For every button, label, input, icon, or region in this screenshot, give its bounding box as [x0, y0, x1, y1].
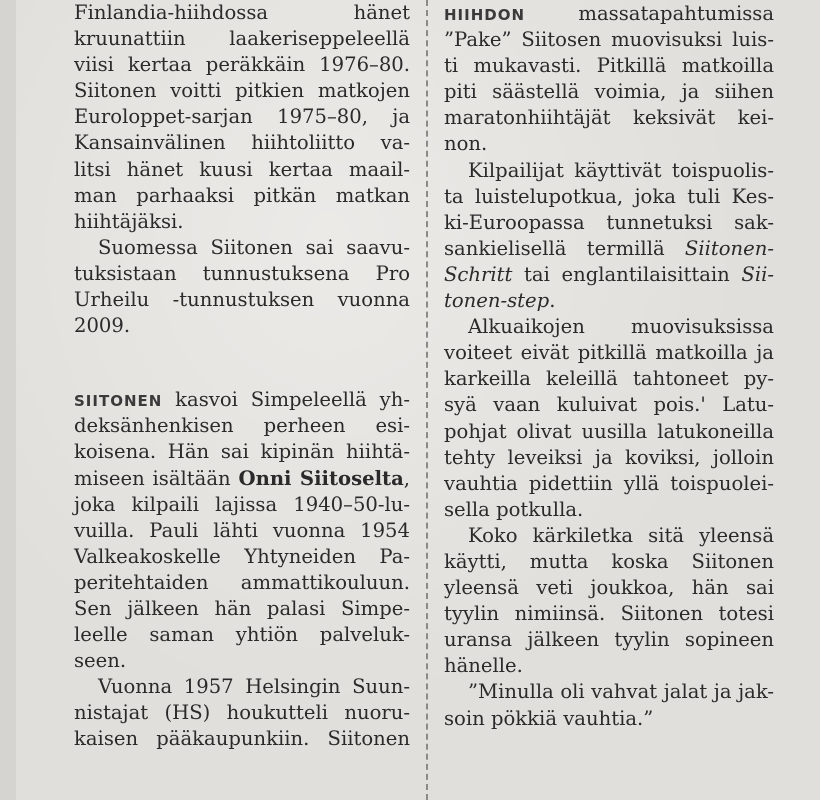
text-line: joka kilpaili lajissa 1940–50-lu- — [74, 492, 410, 516]
paragraph-quote — [444, 679, 774, 731]
text-line: pohjat olivat uusilla latukoneilla — [444, 419, 774, 443]
text-line: Sen jälkeen hän palasi Simpe- — [74, 596, 410, 620]
left-column — [74, 0, 410, 753]
right-column — [444, 1, 774, 732]
text-line: tuksistaan tunnustuksena Pro — [74, 261, 410, 285]
text-line: ki-Euroopassa tunnetuksi sak- — [444, 210, 774, 234]
text-line: Euroloppet-sarjan 1975–80, ja — [74, 105, 410, 129]
text-line: Suomessa Siitonen sai saavu- — [98, 235, 410, 259]
text-line: peritehtaiden ammattikouluun. — [74, 570, 410, 594]
text-line: maratonhiihtäjät keksivät kei- — [444, 106, 774, 130]
text-line: Alkuaikojen muovisuksissa — [468, 315, 774, 339]
text-line: voiteet eivät pitkillä matkoilla ja — [444, 341, 774, 365]
paragraph-hiihdon — [444, 1, 774, 158]
text-line: ”Pake” Siitosen muovisuksi luis- — [444, 28, 774, 52]
page-edge-strip — [0, 0, 16, 800]
italic-term: Schritt — [444, 262, 513, 286]
text-line: vuilla. Pauli lähti vuonna 1954 — [74, 518, 410, 542]
text-line: HIIHDON massatapahtumissa — [444, 2, 774, 25]
text-line: käytti, mutta koska Siitonen — [444, 549, 774, 573]
italic-term: tonen-step — [444, 289, 550, 313]
text-line: ta luistelupotkua, joka tuli Kes- — [444, 184, 774, 208]
text-line: ti mukavasti. Pitkillä matkoilla — [444, 54, 774, 78]
text-line: Valkeakoskelle Yhtyneiden Pa- — [74, 544, 410, 568]
paragraph-simpele — [74, 387, 410, 674]
paragraph-pro-urheilu — [74, 235, 410, 339]
text-line: kaisen pääkaupunkiin. Siitonen — [74, 727, 410, 751]
text-line: Urheilu -tunnustuksen vuonna — [74, 288, 410, 312]
text-line: hiihtäjäksi. — [74, 209, 184, 233]
text-line: sella potkulla. — [444, 497, 584, 521]
text-line: Schritt tai englantilaisittain Sii- — [444, 262, 774, 286]
paragraph-finlandia — [74, 0, 410, 235]
text-line: soin pökkiä vauhtia.” — [444, 706, 654, 730]
text-line: sankielisellä termillä Siitonen- — [444, 236, 774, 260]
column-divider — [426, 0, 428, 800]
text-line: Kansainvälinen hiihtoliitto va- — [74, 131, 410, 155]
text-line: miseen isältään Onni Siitoselta, — [74, 466, 411, 490]
text-line: Koko kärkiletka sitä yleensä — [468, 523, 774, 547]
text-line: leelle saman yhtiön palveluk- — [74, 623, 410, 647]
text-line: tonen-step. — [444, 289, 556, 313]
text-line: yleensä veti joukkoa, hän sai — [444, 576, 774, 600]
text-line: nistajat (HS) houkutteli nuoru- — [74, 701, 410, 725]
section-lead-word: HIIHDON — [444, 6, 526, 24]
italic-term: Sii- — [741, 262, 774, 286]
text-line: ”Minulla oli vahvat jalat ja jak- — [468, 680, 774, 704]
text-line: non. — [444, 132, 488, 156]
text-line: Kilpailijat käyttivät toispuolis- — [468, 158, 774, 182]
text-line: SIITONEN kasvoi Simpeleellä yh- — [74, 388, 410, 412]
text-line: syä vaan kuluivat pois.' Latu- — [444, 393, 774, 417]
text-line: hänelle. — [444, 654, 523, 678]
bold-name: Onni Siitoselta — [238, 466, 404, 490]
text-line: koisena. Hän sai kipinän hiihtä- — [74, 440, 410, 464]
text-line: vauhtia pidettiin yllä toispuolei- — [444, 471, 774, 495]
text-line: tehty leveiksi ja koviksi, jolloin — [444, 445, 774, 469]
text-line: seen. — [74, 649, 127, 673]
paragraph-karkiletka — [444, 523, 774, 680]
section-lead-word: SIITONEN — [74, 392, 163, 411]
text-line: 2009. — [74, 314, 131, 338]
text-line: deksänhenkisen perheen esi- — [74, 414, 410, 438]
text-line: kruunattiin laakeriseppeleellä — [74, 27, 410, 51]
text-line: man parhaaksi pitkän matkan — [74, 183, 410, 207]
text-line: tyylin nimiinsä. Siitonen totesi — [444, 602, 774, 626]
italic-term: Siitonen- — [684, 236, 774, 260]
text-line: karkeilla keleillä tahtoneet py- — [444, 367, 774, 391]
text-line: Finlandia-hiihdossa hänet — [74, 1, 410, 24]
text-line: uransa jälkeen tyylin sopineen — [444, 628, 774, 652]
paragraph-luistelupotku — [444, 158, 774, 315]
text-line: Vuonna 1957 Helsingin Suun- — [98, 675, 410, 699]
text-line: viisi kertaa peräkkäin 1976–80. — [74, 53, 410, 77]
paragraph-helsinki — [74, 674, 410, 752]
paragraph-muovisukset — [444, 314, 774, 523]
text-line: piti säästellä voimia, ja siihen — [444, 80, 774, 104]
text-line: litsi hänet kuusi kertaa maail- — [74, 157, 410, 181]
text-line: Siitonen voitti pitkien matkojen — [74, 79, 410, 103]
